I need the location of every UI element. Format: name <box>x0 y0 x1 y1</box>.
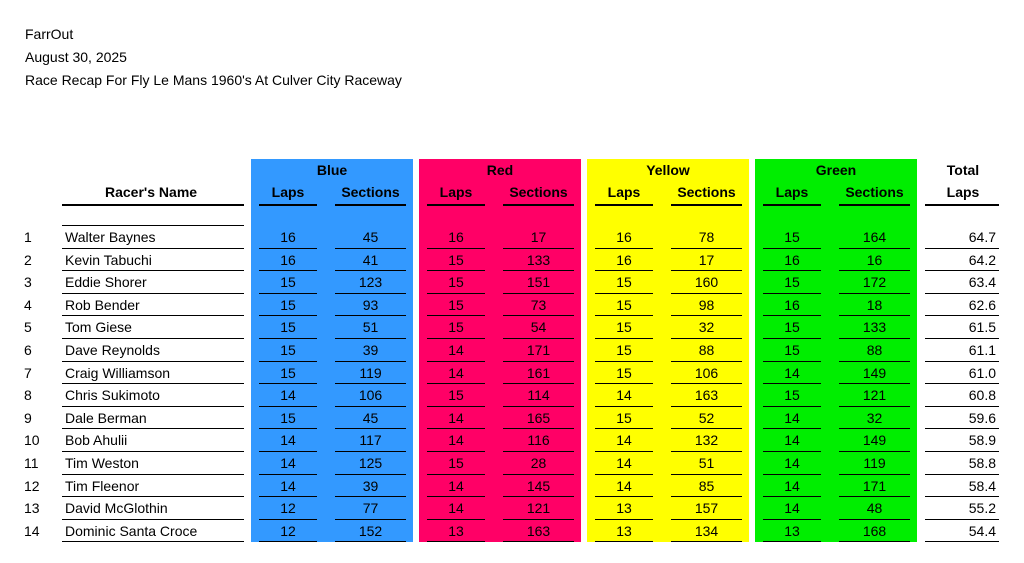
position-cell: 9 <box>24 409 32 426</box>
report-title: Race Recap For Fly Le Mans 1960's At Culver City Raceway <box>25 72 402 88</box>
blue-sections-cell: 119 <box>359 364 382 381</box>
blue-laps-cell: 15 <box>280 364 296 381</box>
green-laps-cell: 14 <box>784 364 800 381</box>
blue-sections-cell: 45 <box>362 229 379 245</box>
total-header-rule <box>925 204 999 206</box>
green-laps-cell: 15 <box>784 387 800 404</box>
total-laps-cell: 55.2 <box>968 500 996 517</box>
position-cell: 11 <box>24 455 39 471</box>
blue-lane-title: Blue <box>316 162 348 178</box>
table-row <box>0 497 1024 520</box>
yellow-laps-cell: 14 <box>616 477 632 494</box>
blue-laps-cell: 12 <box>280 522 296 539</box>
yellow-laps-cell: 16 <box>616 251 632 268</box>
yellow-laps-header: Laps <box>607 184 641 200</box>
yellow-sections-cell: 132 <box>694 432 719 449</box>
row-rule <box>62 541 244 542</box>
position-cell: 12 <box>24 477 40 494</box>
total-laps-cell: 61.5 <box>968 319 996 336</box>
green-laps-cell: 15 <box>784 319 800 336</box>
red-sections-cell: 116 <box>527 432 550 449</box>
green-sections-cell: 133 <box>862 319 887 336</box>
yellow-sections-cell: 51 <box>698 455 715 471</box>
table-row <box>0 407 1024 430</box>
yellow-laps-cell: 16 <box>616 229 632 245</box>
racer-name-cell: Rob Bender <box>65 296 140 313</box>
position-cell: 5 <box>24 319 32 336</box>
racer-name-cell: Tim Fleenor <box>65 477 140 494</box>
red-laps-cell: 14 <box>448 342 464 358</box>
red-sections-cell: 165 <box>526 409 551 426</box>
blue-sections-cell: 123 <box>358 274 383 291</box>
green-sections-header: Sections <box>845 184 904 200</box>
total-laps-cell: 61.0 <box>968 364 996 381</box>
row-rule <box>259 541 317 542</box>
racer-name-header-rule <box>62 204 244 206</box>
yellow-sections-cell: 157 <box>694 500 719 517</box>
blue-laps-cell: 15 <box>280 274 296 291</box>
green-sections-cell: 121 <box>862 387 887 404</box>
red-sections-header-rule <box>503 204 574 206</box>
red-lane-title: Red <box>486 162 514 178</box>
blue-laps-cell: 14 <box>280 455 296 471</box>
green-laps-cell: 14 <box>784 409 800 426</box>
red-laps-cell: 15 <box>448 387 464 404</box>
yellow-lane-title: Yellow <box>646 162 690 178</box>
red-laps-cell: 15 <box>448 455 464 471</box>
yellow-laps-cell: 15 <box>616 342 632 358</box>
green-laps-cell: 16 <box>784 251 800 268</box>
blue-sections-cell: 51 <box>362 319 379 336</box>
blue-laps-cell: 14 <box>280 477 296 494</box>
yellow-laps-cell: 15 <box>616 364 632 381</box>
blue-sections-cell: 125 <box>358 455 383 471</box>
table-row <box>0 475 1024 498</box>
green-laps-cell: 15 <box>784 274 800 291</box>
red-laps-header: Laps <box>439 184 473 200</box>
yellow-sections-cell: 52 <box>698 409 715 426</box>
racer-name-cell: Walter Baynes <box>65 229 156 245</box>
racer-name-cell: David McGlothin <box>65 500 168 517</box>
table-row <box>0 249 1024 272</box>
table-row <box>0 294 1024 317</box>
position-cell: 3 <box>24 274 32 291</box>
racer-name-cell: Tom Giese <box>65 319 132 336</box>
green-laps-header: Laps <box>775 184 809 200</box>
row-rule <box>503 541 574 542</box>
green-laps-cell: 15 <box>784 342 800 358</box>
blue-laps-cell: 16 <box>280 229 296 245</box>
yellow-sections-cell: 106 <box>694 364 719 381</box>
red-laps-cell: 14 <box>448 409 464 426</box>
org-name: FarrOut <box>25 26 74 42</box>
yellow-laps-cell: 14 <box>616 455 632 471</box>
red-sections-cell: 17 <box>530 229 547 245</box>
green-laps-cell: 14 <box>784 455 800 471</box>
total-laps-cell: 58.9 <box>968 432 996 449</box>
row-rule <box>839 541 910 542</box>
total-laps-cell: 58.4 <box>968 477 996 494</box>
yellow-laps-cell: 14 <box>616 387 632 404</box>
blue-sections-cell: 41 <box>362 251 379 268</box>
total-laps-cell: 62.6 <box>968 296 996 313</box>
racer-name-cell: Craig Williamson <box>65 364 171 381</box>
red-laps-cell: 15 <box>448 251 464 268</box>
total-header-line1: Total <box>946 162 980 178</box>
red-laps-cell: 14 <box>448 477 464 494</box>
total-laps-cell: 58.8 <box>968 455 996 471</box>
blue-laps-cell: 14 <box>280 432 296 449</box>
position-cell: 8 <box>24 387 32 404</box>
row-rule <box>335 541 406 542</box>
green-sections-cell: 149 <box>862 364 887 381</box>
yellow-laps-cell: 15 <box>616 296 632 313</box>
green-sections-cell: 149 <box>862 432 887 449</box>
red-laps-cell: 15 <box>448 296 464 313</box>
racer-name-cell: Dominic Santa Croce <box>65 522 198 539</box>
green-laps-cell: 15 <box>784 229 800 245</box>
red-laps-cell: 14 <box>448 364 464 381</box>
green-laps-cell: 13 <box>784 522 800 539</box>
red-sections-cell: 163 <box>526 522 551 539</box>
racer-name-cell: Tim Weston <box>65 455 139 471</box>
blue-sections-cell: 152 <box>358 522 383 539</box>
racer-name-cell: Eddie Shorer <box>65 274 147 291</box>
yellow-sections-cell: 32 <box>698 319 715 336</box>
total-laps-cell: 61.1 <box>968 342 996 358</box>
total-laps-cell: 54.4 <box>968 522 996 539</box>
yellow-sections-cell: 98 <box>698 296 715 313</box>
green-sections-cell: 119 <box>863 455 886 471</box>
green-laps-header-rule <box>763 204 821 206</box>
blue-laps-header: Laps <box>271 184 305 200</box>
yellow-laps-cell: 13 <box>616 500 632 517</box>
yellow-sections-cell: 78 <box>698 229 715 245</box>
red-sections-cell: 114 <box>527 387 550 404</box>
yellow-laps-cell: 15 <box>616 319 632 336</box>
blue-sections-cell: 117 <box>359 432 382 449</box>
total-laps-cell: 64.7 <box>968 229 996 245</box>
total-laps-cell: 60.8 <box>968 387 996 404</box>
green-sections-cell: 16 <box>866 251 883 268</box>
blue-sections-header-rule <box>335 204 406 206</box>
position-cell: 4 <box>24 296 32 313</box>
table-row <box>0 452 1024 475</box>
report-date: August 30, 2025 <box>25 49 127 65</box>
total-laps-cell: 59.6 <box>968 409 996 426</box>
red-sections-cell: 171 <box>526 342 551 358</box>
green-sections-cell: 164 <box>862 229 887 245</box>
yellow-sections-cell: 163 <box>694 387 719 404</box>
row-rule <box>671 541 742 542</box>
blue-sections-cell: 39 <box>362 342 379 358</box>
row-rule <box>427 541 485 542</box>
green-sections-header-rule <box>839 204 910 206</box>
yellow-laps-cell: 15 <box>616 409 632 426</box>
table-row <box>0 339 1024 362</box>
red-sections-cell: 54 <box>530 319 547 336</box>
yellow-sections-cell: 134 <box>694 522 719 539</box>
red-laps-cell: 14 <box>448 432 464 449</box>
position-cell: 10 <box>24 432 40 449</box>
blue-sections-cell: 39 <box>362 477 379 494</box>
green-sections-cell: 18 <box>866 296 883 313</box>
green-sections-cell: 171 <box>862 477 887 494</box>
position-cell: 2 <box>24 251 32 268</box>
blue-sections-cell: 77 <box>362 500 379 517</box>
position-cell: 7 <box>24 364 32 381</box>
green-laps-cell: 14 <box>784 500 800 517</box>
red-sections-cell: 151 <box>526 274 551 291</box>
position-cell: 1 <box>24 229 32 245</box>
red-laps-cell: 14 <box>448 500 464 517</box>
racer-name-cell: Chris Sukimoto <box>65 387 160 404</box>
green-laps-cell: 14 <box>784 432 800 449</box>
green-sections-cell: 48 <box>866 500 883 517</box>
green-sections-cell: 88 <box>866 342 883 358</box>
yellow-laps-header-rule <box>595 204 653 206</box>
red-laps-cell: 16 <box>448 229 464 245</box>
blue-laps-cell: 15 <box>280 342 296 358</box>
row-rule <box>925 541 999 542</box>
green-sections-cell: 172 <box>862 274 887 291</box>
red-laps-cell: 13 <box>448 522 464 539</box>
yellow-laps-cell: 13 <box>616 522 632 539</box>
racer-name-cell: Kevin Tabuchi <box>65 251 152 268</box>
position-cell: 14 <box>24 522 40 539</box>
yellow-sections-header: Sections <box>677 184 736 200</box>
yellow-laps-cell: 14 <box>616 432 632 449</box>
red-sections-cell: 145 <box>526 477 551 494</box>
red-sections-cell: 121 <box>526 500 551 517</box>
racer-name-cell: Dale Berman <box>65 409 147 426</box>
table-row <box>0 384 1024 407</box>
red-sections-cell: 133 <box>526 251 551 268</box>
blue-laps-cell: 14 <box>280 387 296 404</box>
blue-laps-cell: 15 <box>280 409 296 426</box>
blue-laps-cell: 12 <box>280 500 296 517</box>
blue-laps-cell: 15 <box>280 319 296 336</box>
blue-sections-cell: 93 <box>362 296 379 313</box>
yellow-sections-cell: 88 <box>698 342 715 358</box>
blue-laps-cell: 16 <box>280 251 296 268</box>
table-row <box>0 271 1024 294</box>
red-sections-cell: 28 <box>530 455 547 471</box>
blue-laps-cell: 15 <box>280 296 296 313</box>
position-cell: 6 <box>24 342 32 358</box>
yellow-sections-cell: 17 <box>698 251 715 268</box>
row-rule <box>595 541 653 542</box>
blue-sections-cell: 45 <box>362 409 379 426</box>
row-rule <box>763 541 821 542</box>
yellow-sections-header-rule <box>671 204 742 206</box>
table-row <box>0 316 1024 339</box>
blue-laps-header-rule <box>259 204 317 206</box>
red-laps-header-rule <box>427 204 485 206</box>
table-row <box>0 362 1024 385</box>
red-laps-cell: 15 <box>448 274 464 291</box>
red-sections-header: Sections <box>509 184 568 200</box>
total-laps-cell: 63.4 <box>968 274 996 291</box>
green-lane-title: Green <box>815 162 857 178</box>
racer-name-cell: Bob Ahulii <box>65 432 128 449</box>
table-row <box>0 520 1024 543</box>
table-row <box>0 226 1024 249</box>
total-laps-cell: 64.2 <box>968 251 996 268</box>
green-laps-cell: 14 <box>784 477 800 494</box>
racer-name-cell: Dave Reynolds <box>65 342 160 358</box>
blue-sections-cell: 106 <box>358 387 383 404</box>
red-laps-cell: 15 <box>448 319 464 336</box>
position-cell: 13 <box>24 500 40 517</box>
yellow-sections-cell: 160 <box>694 274 719 291</box>
racer-name-header: Racer's Name <box>105 184 198 200</box>
green-sections-cell: 168 <box>862 522 887 539</box>
table-row <box>0 429 1024 452</box>
red-sections-cell: 73 <box>530 296 547 313</box>
green-sections-cell: 32 <box>866 409 883 426</box>
yellow-laps-cell: 15 <box>616 274 632 291</box>
green-laps-cell: 16 <box>784 296 800 313</box>
total-header-line2: Laps <box>946 184 980 200</box>
blue-sections-header: Sections <box>341 184 400 200</box>
red-sections-cell: 161 <box>526 364 551 381</box>
yellow-sections-cell: 85 <box>698 477 715 494</box>
